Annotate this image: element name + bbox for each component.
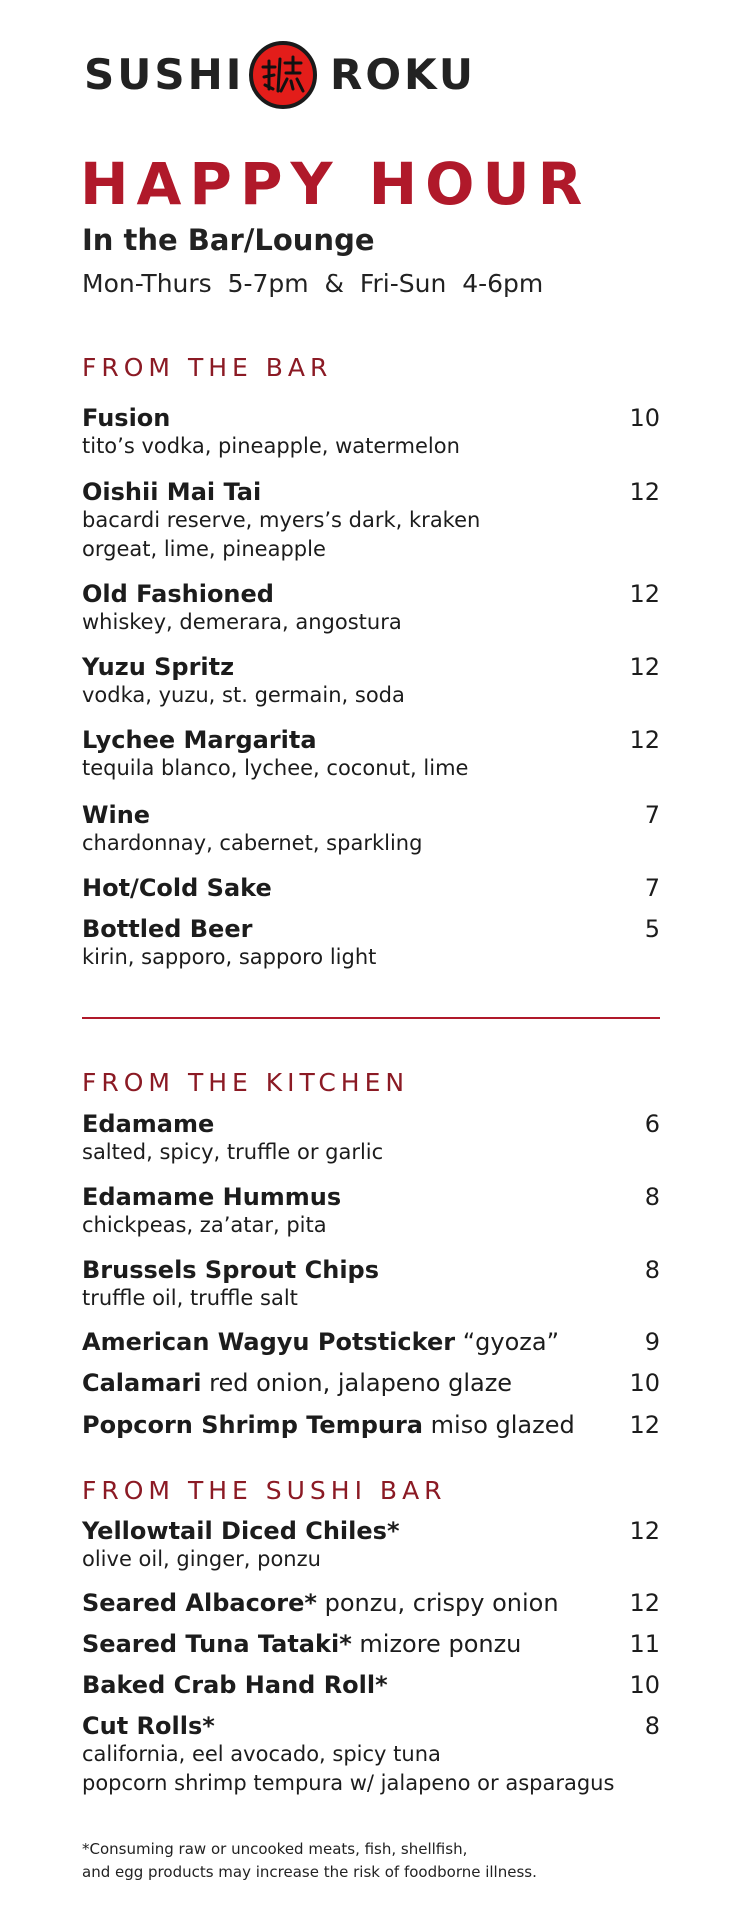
menu-item-name: Yellowtail Diced Chiles*: [82, 1517, 400, 1545]
menu-item-name: Seared Albacore*: [82, 1589, 317, 1617]
menu-item-name: Hot/Cold Sake: [82, 874, 272, 902]
section-divider: [82, 1017, 660, 1019]
menu-item-note: “gyoza”: [462, 1328, 559, 1356]
menu-item-description: tito’s vodka, pineapple, watermelon: [82, 434, 460, 458]
menu-item: [82, 1671, 660, 1699]
menu-item-note: ponzu, crispy onion: [324, 1589, 559, 1617]
menu-item-price: 8: [644, 1256, 660, 1284]
menu-item-header: [82, 1517, 660, 1545]
menu-item: [82, 1256, 660, 1313]
menu-item: [82, 1411, 660, 1439]
menu-item-header: [82, 1369, 660, 1397]
menu-item-price: 7: [644, 801, 660, 829]
menu-item-header: [82, 915, 660, 943]
menu-item-description: chardonnay, cabernet, sparkling: [82, 831, 423, 855]
menu-item: [82, 478, 660, 564]
menu-item-name: Oishii Mai Tai: [82, 478, 262, 506]
location-subtitle: In the Bar/Lounge: [82, 223, 375, 257]
menu-item-price: 12: [629, 653, 660, 681]
menu-item-header: [82, 874, 660, 902]
disclaimer-line: *Consuming raw or uncooked meats, fish, shellfish,: [82, 1840, 468, 1858]
menu-item-price: 9: [644, 1328, 660, 1356]
disclaimer-line: and egg products may increase the risk of foodborne illness.: [82, 1863, 537, 1881]
menu-item-price: 12: [629, 478, 660, 506]
menu-item-description: california, eel avocado, spicy tuna: [82, 1742, 441, 1766]
menu-item-price: 10: [629, 1671, 660, 1699]
menu-item: [82, 915, 660, 972]
logo-seal: [249, 41, 317, 109]
menu-item-header: [82, 580, 660, 608]
menu-item: [82, 874, 660, 902]
menu-item-header: [82, 1712, 660, 1740]
menu-item-price: 7: [644, 874, 660, 902]
menu-item-name: Baked Crab Hand Roll*: [82, 1671, 388, 1699]
menu-item-description: truffle oil, truffle salt: [82, 1286, 298, 1310]
menu-item-price: 10: [629, 1369, 660, 1397]
menu-item-name: Cut Rolls*: [82, 1712, 215, 1740]
menu-item: [82, 1630, 660, 1658]
menu-item-description: olive oil, ginger, ponzu: [82, 1547, 321, 1571]
menu-item-description: salted, spicy, truffle or garlic: [82, 1140, 384, 1164]
menu-item-name: Yuzu Spritz: [82, 653, 235, 681]
menu-item-price: 12: [629, 1411, 660, 1439]
menu-item-description: orgeat, lime, pineapple: [82, 537, 326, 561]
menu-item: [82, 653, 660, 710]
menu-item-name: Calamari: [82, 1369, 202, 1397]
menu-item-name: American Wagyu Potsticker: [82, 1328, 456, 1356]
menu-item-price: 12: [629, 726, 660, 754]
menu-item-note: miso glazed: [430, 1411, 575, 1439]
menu-item-price: 6: [644, 1110, 660, 1138]
section-title-sushi-bar: FROM THE SUSHI BAR: [82, 1476, 447, 1505]
menu-item-header: [82, 404, 660, 432]
health-disclaimer: [82, 1838, 537, 1884]
menu-item-price: 12: [629, 1589, 660, 1617]
menu-item-price: 11: [629, 1630, 660, 1658]
menu-item-description: chickpeas, za’atar, pita: [82, 1213, 327, 1237]
menu-item-name: Lychee Margarita: [82, 726, 317, 754]
menu-item-price: 12: [629, 1517, 660, 1545]
menu-item: [82, 1369, 660, 1397]
menu-item-header: [82, 1630, 660, 1658]
menu-item-header: [82, 1183, 660, 1211]
menu-item-name: Old Fashioned: [82, 580, 274, 608]
menu-item-header: [82, 801, 660, 829]
menu-item-name: Popcorn Shrimp Tempura: [82, 1411, 423, 1439]
menu-item-header: [82, 1256, 660, 1284]
section-title-bar: FROM THE BAR: [82, 353, 333, 382]
logo-word-sushi: SUSHI: [84, 50, 245, 99]
menu-item-price: 5: [644, 915, 660, 943]
menu-item-price: 8: [644, 1183, 660, 1211]
menu-item-header: [82, 1110, 660, 1138]
section-title-kitchen: FROM THE KITCHEN: [82, 1068, 410, 1097]
menu-item-name: Edamame: [82, 1110, 215, 1138]
menu-item-description: popcorn shrimp tempura w/ jalapeno or asparagus: [82, 1771, 615, 1795]
menu-item-header: [82, 653, 660, 681]
menu-item-header: [82, 1671, 660, 1699]
menu-item-name: Edamame Hummus: [82, 1183, 342, 1211]
logo-word-roku: ROKU: [330, 50, 476, 99]
menu-item-header: [82, 1589, 660, 1617]
menu-item-description: kirin, sapporo, sapporo light: [82, 945, 377, 969]
menu-item: [82, 1517, 660, 1574]
menu-item: [82, 404, 660, 461]
menu-item-description: whiskey, demerara, angostura: [82, 610, 402, 634]
menu-item-description: vodka, yuzu, st. germain, soda: [82, 683, 405, 707]
menu-item: [82, 1110, 660, 1167]
menu-item-header: [82, 1411, 660, 1439]
menu-item: [82, 1328, 660, 1356]
menu-item-name: Seared Tuna Tataki*: [82, 1630, 352, 1658]
menu-item-name: Wine: [82, 801, 151, 829]
menu-item-price: 10: [629, 404, 660, 432]
menu-item-header: [82, 726, 660, 754]
menu-item-price: 12: [629, 580, 660, 608]
menu-item-name: Bottled Beer: [82, 915, 253, 943]
menu-item: [82, 1589, 660, 1617]
menu-item-price: 8: [644, 1712, 660, 1740]
hours-text: Mon-Thurs 5-7pm & Fri-Sun 4-6pm: [82, 269, 544, 298]
menu-item: [82, 580, 660, 637]
menu-item: [82, 726, 660, 783]
menu-item-name: Fusion: [82, 404, 171, 432]
menu-item-description: bacardi reserve, myers’s dark, kraken: [82, 508, 481, 532]
menu-item-note: red onion, jalapeno glaze: [209, 1369, 513, 1397]
menu-item: [82, 801, 660, 858]
menu-item-name: Brussels Sprout Chips: [82, 1256, 380, 1284]
menu-item: [82, 1712, 660, 1798]
menu-item-header: [82, 478, 660, 506]
menu-item-header: [82, 1328, 660, 1356]
menu-item: [82, 1183, 660, 1240]
page-title: HAPPY HOUR: [80, 150, 591, 218]
menu-item-description: tequila blanco, lychee, coconut, lime: [82, 756, 469, 780]
menu-item-note: mizore ponzu: [359, 1630, 522, 1658]
